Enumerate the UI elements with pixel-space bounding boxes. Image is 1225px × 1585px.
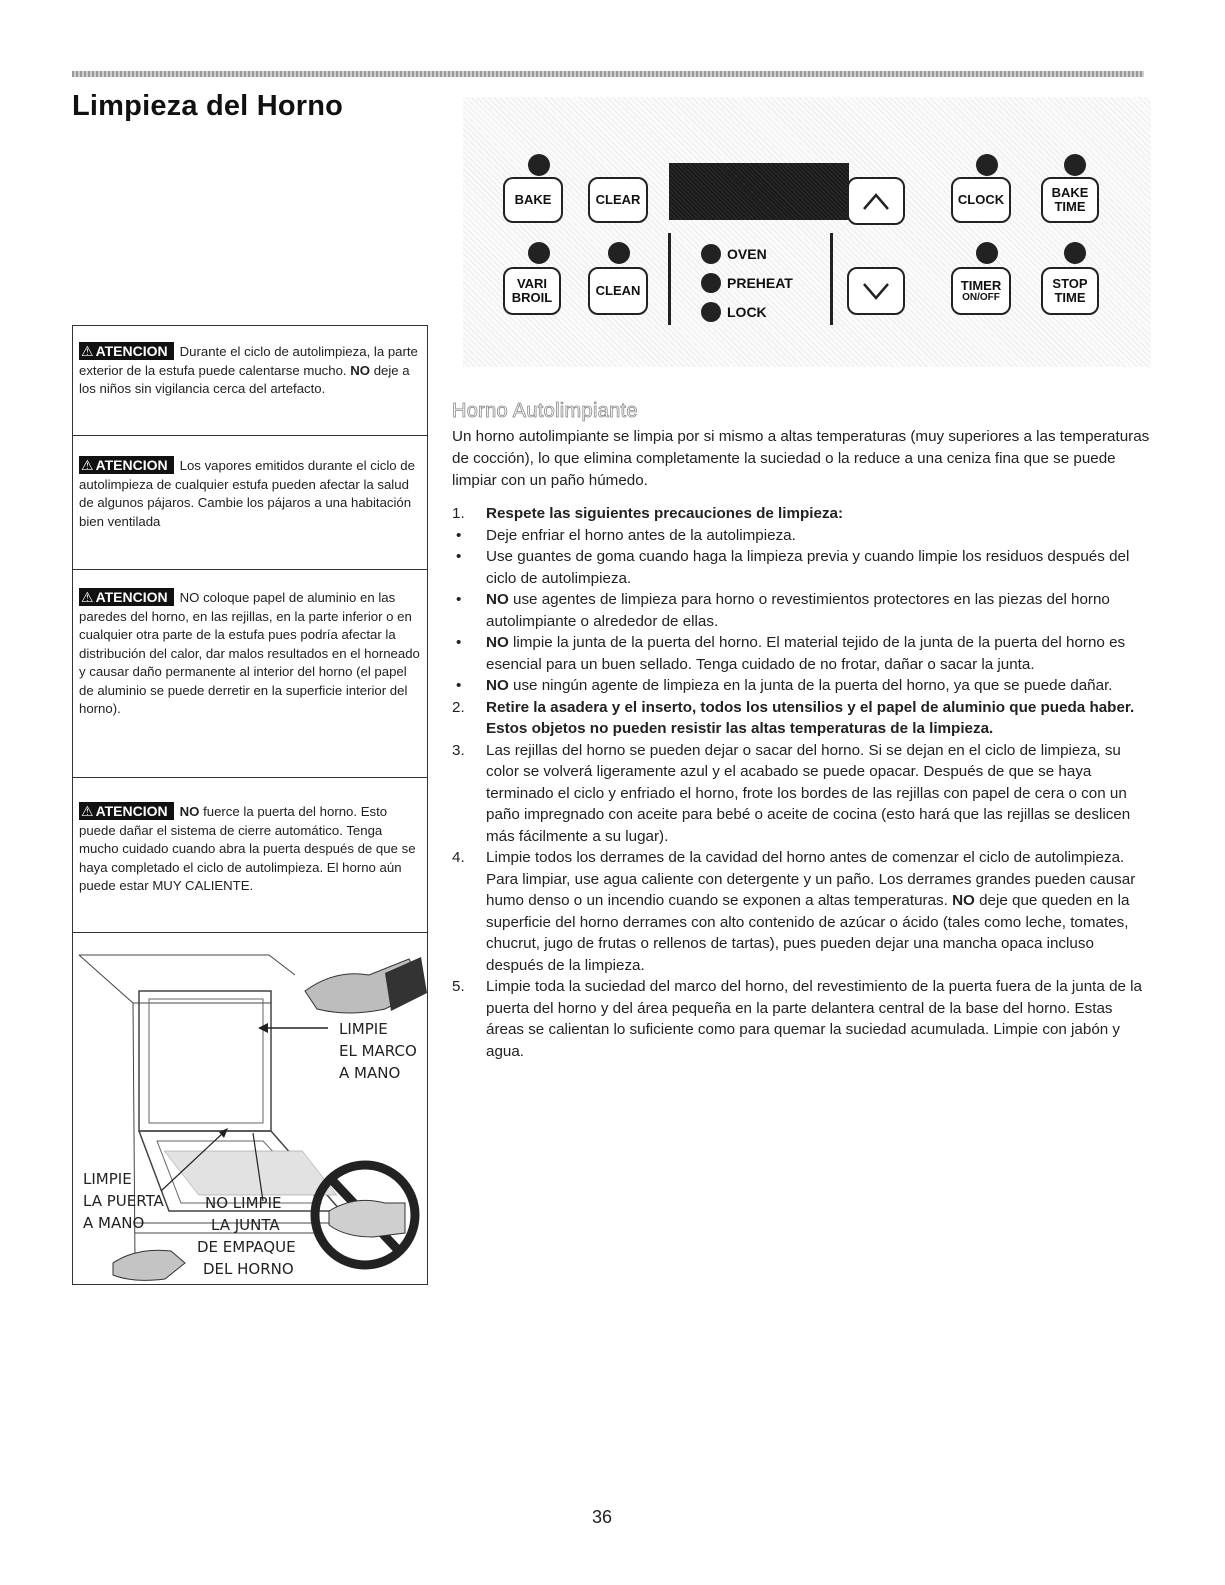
attention-badge [79, 588, 174, 606]
attention-badge [79, 802, 174, 820]
warning-text: NO coloque papel de aluminio en las paredes del horno, en las rejillas, en la parte inferior o en cualquier otra parte de la estufa pues podría afectar la distribución del calor, dar malos resultados en el horneado y causar daño permanente al interior del horno (el papel de aluminio se puede derretir en la superficie interior del horno). [79, 590, 420, 716]
warning-text: fuerce la puerta del horno. Esto puede dañar el sistema de cierre automático. Tenga mucho cuidado cuando abra la puerta después de que se haya completado el ciclo de autolimpieza. El horno aún puede estar MUY CALIENTE. [79, 804, 416, 893]
clear-button [588, 177, 648, 223]
top-rule [72, 71, 1144, 77]
numbered-step [452, 976, 1152, 1062]
step-text: use ningún agente de limpieza en la junta de la puerta del horno, ya que se puede dañar. [508, 677, 1113, 694]
clean-button-label: CLEAN [595, 283, 641, 298]
list-marker: • [456, 677, 462, 694]
list-marker: • [456, 548, 462, 565]
numbered-step [452, 697, 1152, 740]
clean-button [588, 267, 648, 315]
step-text: Las rejillas del horno se pueden dejar o sacar del horno. Si se dejan en el ciclo de limpieza, su color se volverá ligeramente azul y el acabado se puede opacar. Después de que se haya terminado el ciclo y enfriado el horno, frote los bordes de las rejillas con papel de cera o con un paño impregnado con aceite para bebé o aceite de cocina (esto hará que las rejillas se deslicen más fácilmente a su lugar). [486, 741, 1131, 845]
indicator-dot [1064, 242, 1086, 264]
status-dot [701, 244, 721, 264]
warning-section [73, 326, 427, 436]
timer-label-1: TIMER [960, 278, 1002, 293]
label-gasket [211, 1215, 280, 1236]
step-text: limpie la junta de la puerta del horno. El material tejido de la junta de la puerta del horno es esencial para un buen sellado. Tenga cuidado de no frotar, dañar o sacar la junta. [486, 634, 1126, 673]
indicator-dot [1064, 154, 1086, 176]
status-oven-label: OVEN [727, 246, 767, 262]
oven-cleaning-illustration [73, 933, 427, 1285]
bake-time-button [1041, 177, 1099, 223]
label-line: A MANO [339, 1064, 401, 1082]
vari-broil-label-2: BROIL [511, 290, 553, 305]
label-clean-frame [339, 1041, 417, 1062]
bake-button [503, 177, 563, 223]
step-text: use agentes de limpieza para horno o revestimientos protectores en las piezas del horno autolimpiante o alrededor de ellas. [486, 591, 1110, 630]
warning-text: Durante el ciclo de autolimpieza, la parte exterior de la estufa puede calentarse mucho. [79, 344, 418, 378]
stop-time-button [1041, 267, 1099, 315]
label-gasket [205, 1193, 281, 1214]
indicator-dot [528, 242, 550, 264]
clock-button-label: CLOCK [957, 192, 1005, 207]
attention-badge [79, 456, 174, 474]
bake-button-label: BAKE [514, 192, 552, 207]
bullet-item [452, 632, 1152, 675]
step-text: Deje enfriar el horno antes de la autolimpieza. [486, 526, 796, 544]
indicator-dot [528, 154, 550, 176]
warning-section [73, 436, 427, 570]
numbered-step [452, 847, 1152, 976]
stop-time-label-1: STOP [1052, 276, 1088, 291]
warning-text-bold: NO [350, 362, 371, 378]
list-marker: 2. [452, 698, 465, 716]
label-clean-door [83, 1191, 164, 1212]
warning-icon: ⚠ [81, 803, 94, 819]
warning-icon: ⚠ [81, 457, 94, 473]
bullet-item [452, 589, 1152, 632]
step-text-bold: NO [952, 892, 975, 909]
badge-label: ATENCION [95, 343, 168, 359]
section-heading: Horno Autolimpiante [452, 400, 638, 422]
page-number: 36 [592, 1507, 613, 1527]
cleaning-steps [452, 503, 1152, 1062]
clear-button-label: CLEAR [595, 192, 641, 207]
step-text: Use guantes de goma cuando haga la limpieza previa y cuando limpie los residuos después del ciclo de autolimpieza. [486, 548, 1130, 587]
list-marker: • [456, 591, 462, 608]
control-panel-diagram [463, 97, 1151, 367]
status-dot [701, 273, 721, 293]
warning-text: Los vapores emitidos durante el ciclo de autolimpieza de cualquier estufa pueden afectar la salud de algunos pájaros. Cambie los pájaros a una habitación bien ventilada [79, 458, 415, 529]
indicator-dot [976, 154, 998, 176]
badge-label: ATENCION [95, 803, 168, 819]
list-marker: 1. [452, 505, 465, 522]
list-marker: 4. [452, 849, 465, 866]
up-arrow-button [847, 177, 905, 225]
list-marker: 3. [452, 741, 465, 759]
panel-divider [668, 233, 671, 325]
label-clean-door [83, 1213, 144, 1234]
list-marker: • [456, 634, 462, 651]
label-line: A MANO [83, 1214, 145, 1232]
status-preheat [701, 273, 793, 293]
step-text: Limpie toda la suciedad del marco del horno, del revestimiento de la puerta fuera de la junta de la puerta del horno y del área pequeña en la parte delantera central de la base del horno. Estas áreas se calientan lo suficiente como para quemar la suciedad acumulada. Limpie con jabón y agua. [486, 978, 1142, 1060]
label-gasket [203, 1259, 294, 1280]
label-line: LA JUNTA [211, 1216, 280, 1234]
indicator-dot [608, 242, 630, 264]
warning-text-bold: NO [179, 804, 200, 819]
bullet-item [452, 675, 1152, 697]
step-text-bold: Retire la asadera y el inserto, todos los utensilios y el papel de aluminio que pueda haber. Estos objetos no pueden resistir las altas temperaturas de la limpieza. [486, 698, 1135, 737]
status-dot [701, 302, 721, 322]
step-text: deje que queden en la superficie del horno derrames con alto contenido de azúcar o ácido (tales como leche, tomates, chucrut, jugo de frutas o rellenos de tartas), pues pueden dejar una mancha opaca incluso después de la limpieza. [486, 892, 1130, 974]
status-oven [701, 244, 767, 264]
bullet-item [452, 546, 1152, 589]
bake-time-label-2: TIME [1054, 199, 1086, 214]
status-lock [701, 302, 767, 322]
numbered-step [452, 740, 1152, 848]
label-gasket [197, 1237, 296, 1258]
display-screen [669, 163, 849, 220]
label-line: LA PUERTA [83, 1192, 164, 1210]
list-marker: 5. [452, 978, 465, 995]
label-line: NO LIMPIE [205, 1194, 282, 1212]
label-line: LIMPIE [339, 1020, 388, 1038]
status-lock-label: LOCK [727, 304, 767, 320]
numbered-step [452, 503, 1152, 525]
chevron-down-icon [849, 269, 903, 313]
list-marker: • [456, 526, 462, 544]
badge-label: ATENCION [95, 589, 168, 605]
step-text-bold: NO [486, 677, 509, 694]
label-clean-frame [339, 1019, 388, 1040]
label-clean-frame [339, 1063, 400, 1084]
stop-time-label-2: TIME [1054, 290, 1086, 305]
indicator-dot [976, 242, 998, 264]
status-preheat-label: PREHEAT [727, 275, 793, 291]
vari-broil-button [503, 267, 561, 315]
panel-divider [830, 233, 833, 325]
bake-time-label-1: BAKE [1051, 185, 1089, 200]
down-arrow-button [847, 267, 905, 315]
label-line: DEL HORNO [203, 1260, 294, 1278]
label-line: DE EMPAQUE [197, 1238, 296, 1256]
bullet-item [452, 525, 1152, 547]
timer-button [951, 267, 1011, 315]
page-title: Limpieza del Horno [72, 90, 344, 122]
attention-badge [79, 342, 174, 360]
warning-section [73, 778, 427, 933]
warning-text: deje a los niños sin vigilancia cerca del artefacto. [79, 362, 410, 396]
label-line: LIMPIE [83, 1170, 132, 1188]
step-text-bold: NO [486, 634, 509, 651]
step-text-bold: NO [486, 591, 509, 608]
warning-icon: ⚠ [81, 589, 94, 605]
chevron-up-icon [849, 179, 903, 223]
vari-broil-label-1: VARI [516, 276, 548, 291]
label-clean-door [83, 1169, 132, 1190]
intro-paragraph: Un horno autolimpiante se limpia por si mismo a altas temperaturas (muy superiores a las temperaturas de cocción), lo que elimina completamente la suciedad o la reduce a una ceniza fina que se puede limpiar con un paño húmedo. [452, 428, 1150, 489]
warning-icon: ⚠ [81, 343, 94, 359]
step-text-bold: Respete las siguientes precauciones de limpieza: [486, 505, 844, 522]
step-text: Limpie todos los derrames de la cavidad del horno antes de comenzar el ciclo de autolimpieza. Para limpiar, use agua caliente con detergente y un paño. Los derrames grandes pueden causar humo denso o un incendio cuando se exponen a altas temperaturas. [486, 849, 1136, 909]
clock-button [951, 177, 1011, 223]
warning-section [73, 570, 427, 778]
label-line: EL MARCO [339, 1042, 417, 1060]
timer-label-2: ON/OFF [962, 292, 1000, 303]
badge-label: ATENCION [95, 457, 168, 473]
warnings-box [72, 325, 428, 1285]
